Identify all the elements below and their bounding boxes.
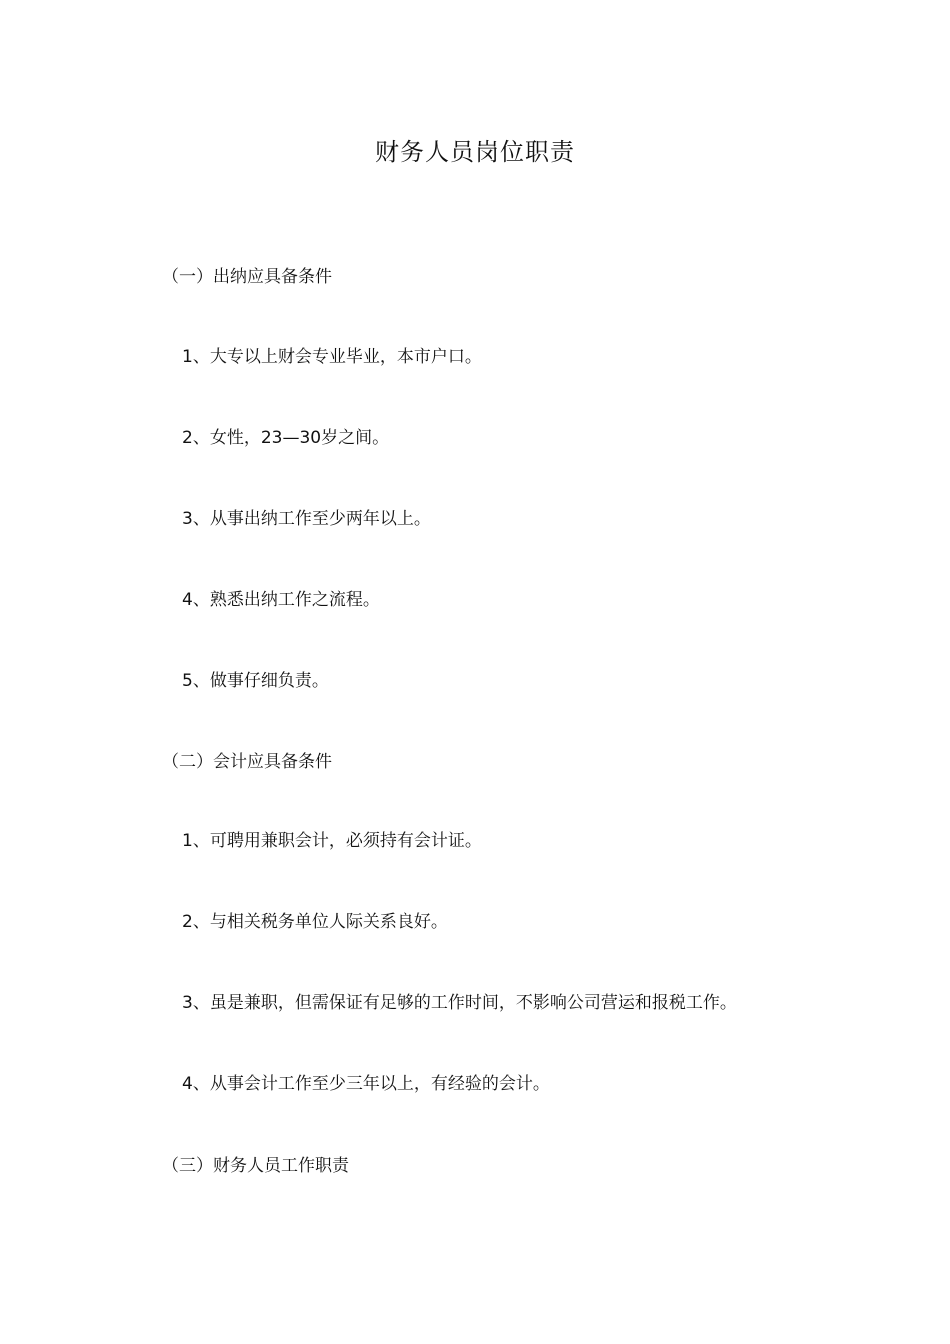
section-1-item-4: 4、熟悉出纳工作之流程。 bbox=[182, 590, 380, 610]
section-2-item-4: 4、从事会计工作至少三年以上，有经验的会计。 bbox=[182, 1074, 550, 1094]
section-2-item-1: 1、可聘用兼职会计，必须持有会计证。 bbox=[182, 831, 482, 851]
document-title: 财务人员岗位职责 bbox=[375, 138, 575, 166]
section-2-item-2: 2、与相关税务单位人际关系良好。 bbox=[182, 912, 448, 932]
section-2-item-3: 3、虽是兼职，但需保证有足够的工作时间，不影响公司营运和报税工作。 bbox=[182, 993, 737, 1013]
section-heading-3: （三）财务人员工作职责 bbox=[162, 1156, 349, 1176]
section-1-item-3: 3、从事出纳工作至少两年以上。 bbox=[182, 509, 431, 529]
section-1-item-5: 5、做事仔细负责。 bbox=[182, 671, 329, 691]
section-1-item-1: 1、大专以上财会专业毕业，本市户口。 bbox=[182, 347, 482, 367]
section-1-item-2: 2、女性，23—30岁之间。 bbox=[182, 428, 390, 448]
section-heading-1: （一）出纳应具备条件 bbox=[162, 267, 332, 287]
section-heading-2: （二）会计应具备条件 bbox=[162, 752, 332, 772]
